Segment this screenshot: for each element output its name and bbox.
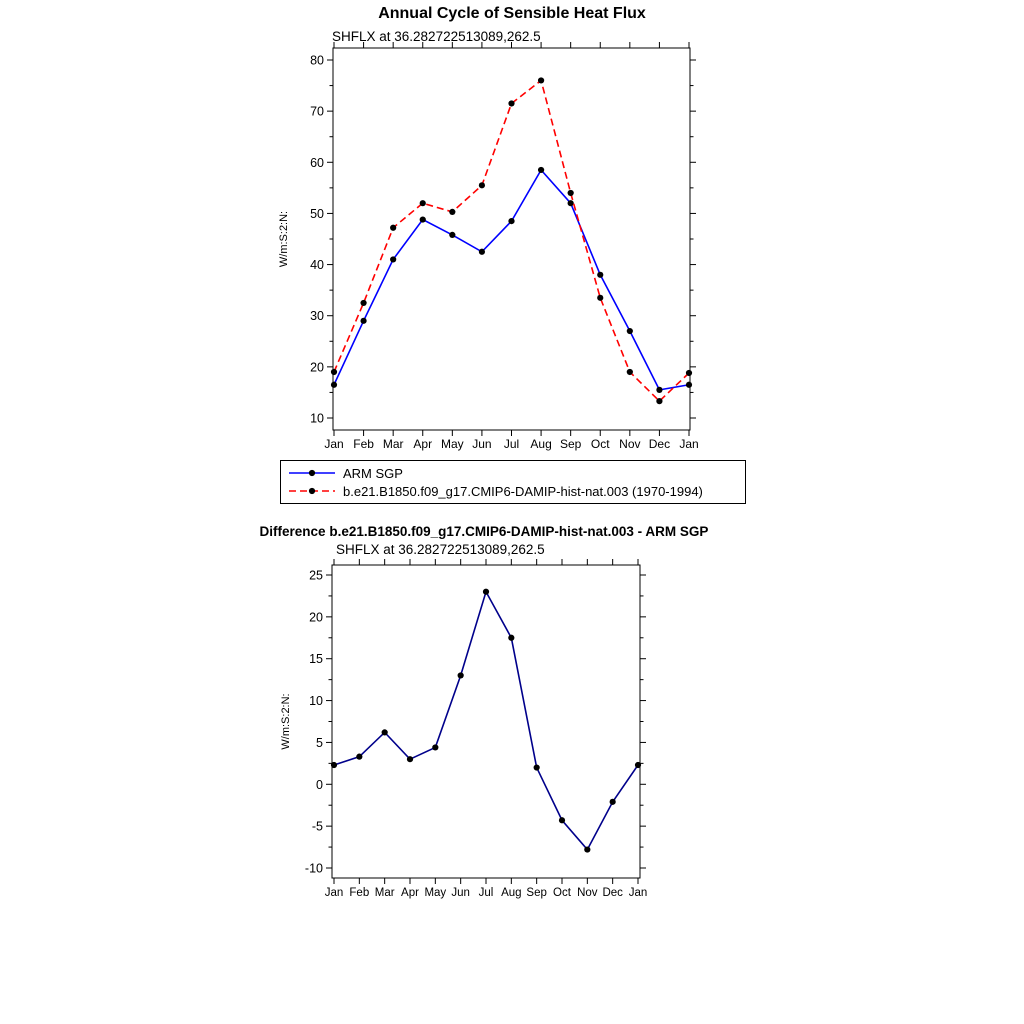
svg-text:10: 10 — [310, 411, 324, 426]
top-chart-subtitle: SHFLX at 36.282722513089,262.5 — [332, 29, 541, 44]
svg-text:Nov: Nov — [619, 437, 641, 451]
svg-text:40: 40 — [310, 258, 324, 273]
svg-text:70: 70 — [310, 104, 324, 119]
bottom-chart-title: Difference b.e21.B1850.f09_g17.CMIP6-DAMIP-hist-nat.003 - ARM SGP — [259, 524, 709, 539]
svg-text:Jun: Jun — [451, 887, 470, 899]
dashed-line-marker-icon — [286, 483, 338, 499]
legend-item-arm-sgp — [286, 465, 740, 481]
svg-text:20: 20 — [309, 610, 323, 625]
svg-text:Aug: Aug — [530, 437, 552, 451]
top-chart-title: Annual Cycle of Sensible Heat Flux — [378, 5, 646, 22]
svg-text:Apr: Apr — [401, 887, 419, 899]
svg-text:Oct: Oct — [590, 437, 610, 451]
svg-text:20: 20 — [310, 360, 324, 375]
svg-text:Sep: Sep — [559, 437, 582, 451]
svg-text:10: 10 — [309, 694, 323, 709]
svg-text:Sep: Sep — [526, 887, 547, 899]
svg-text:50: 50 — [310, 206, 324, 221]
svg-text:W/m:S:2:N:: W/m:S:2:N: — [280, 693, 292, 750]
svg-text:Jan: Jan — [324, 437, 344, 451]
svg-text:Nov: Nov — [577, 887, 598, 899]
svg-text:-5: -5 — [311, 819, 323, 834]
svg-text:0: 0 — [316, 777, 323, 792]
top-chart — [268, 44, 720, 458]
bottom-chart — [268, 556, 688, 904]
legend — [280, 460, 746, 504]
svg-text:W/m:S:2:N:: W/m:S:2:N: — [278, 210, 290, 268]
svg-text:Jan: Jan — [628, 887, 648, 899]
svg-text:-10: -10 — [304, 861, 323, 876]
svg-text:Dec: Dec — [648, 437, 671, 451]
svg-text:Jul: Jul — [478, 887, 494, 899]
svg-text:Apr: Apr — [413, 437, 433, 451]
svg-text:Jul: Jul — [503, 437, 520, 451]
svg-text:Oct: Oct — [553, 887, 571, 899]
svg-text:30: 30 — [310, 309, 324, 324]
svg-text:Jun: Jun — [472, 437, 492, 451]
svg-text:May: May — [440, 437, 464, 451]
svg-text:Aug: Aug — [501, 887, 522, 899]
svg-text:5: 5 — [316, 735, 323, 750]
svg-text:15: 15 — [309, 652, 323, 667]
svg-text:May: May — [424, 887, 447, 899]
svg-text:25: 25 — [309, 568, 323, 583]
legend-label: ARM SGP — [343, 465, 403, 481]
svg-text:Jan: Jan — [679, 437, 699, 451]
svg-text:Mar: Mar — [382, 437, 404, 451]
legend-item-model — [286, 483, 740, 499]
svg-text:60: 60 — [310, 155, 324, 170]
svg-text:80: 80 — [310, 53, 324, 68]
svg-text:Jan: Jan — [324, 887, 344, 899]
svg-text:Feb: Feb — [353, 437, 374, 451]
legend-label: b.e21.B1850.f09_g17.CMIP6-DAMIP-hist-nat.003 (1970-1994) — [343, 483, 703, 499]
bottom-chart-subtitle: SHFLX at 36.282722513089,262.5 — [336, 542, 545, 557]
svg-text:Feb: Feb — [349, 887, 370, 899]
svg-text:Dec: Dec — [602, 887, 623, 899]
solid-line-marker-icon — [286, 465, 338, 481]
svg-text:Mar: Mar — [374, 887, 395, 899]
